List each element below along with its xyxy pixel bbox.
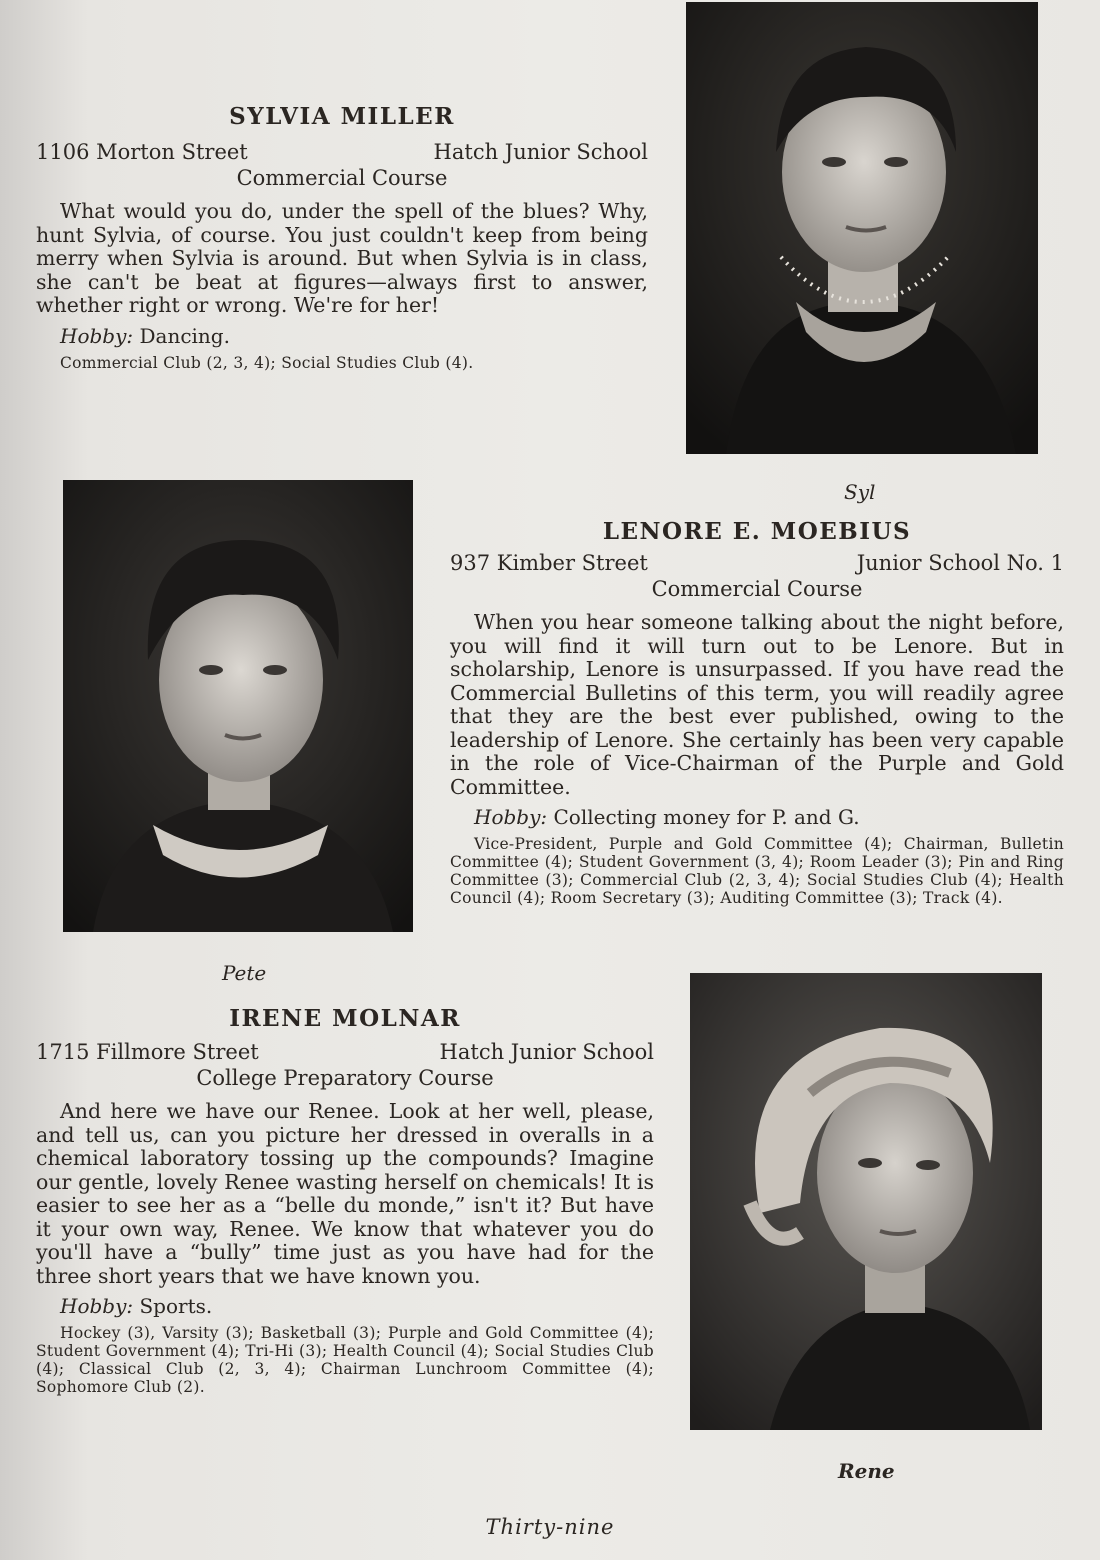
portrait-photo-sylvia — [686, 2, 1038, 454]
hobby-line — [36, 324, 648, 348]
nickname-pete: Pete — [222, 961, 267, 985]
activities: Vice-President, Purple and Gold Committee (4); Chairman, Bulletin Committee (4); Student Government (3, 4); Room Leader (3); Pin and Ring Committee (3); Commercial Club (2, 3, 4); Social Studies Club (4); Health Council (4); Room Secretary (3); Auditing Committee (3); Track (4). — [450, 835, 1064, 907]
entry-irene-molnar — [36, 1005, 654, 1396]
junior-school: Hatch Junior School — [433, 140, 648, 164]
hobby-value: Sports. — [139, 1294, 213, 1318]
hobby-value: Collecting money for P. and G. — [553, 805, 860, 829]
address-row — [450, 551, 1064, 575]
portrait-photo-lenore — [63, 480, 413, 932]
hobby-value: Dancing. — [139, 323, 230, 348]
bio-paragraph: When you hear someone talking about the night before, you will find it will turn out to be Lenore. But in scholarship, Lenore is unsurpassed. If you have read the Commercial Bulletins of this term, you will readily agree that they are the best ever published, owing to the leadership of Lenore. She certainly has been very capable in the role of Vice-Chairman of the Purple and Gold Committee. — [450, 610, 1064, 799]
hobby-label: Hobby: — [60, 1294, 134, 1318]
hobby-label: Hobby: — [60, 323, 134, 348]
portrait-photo-irene — [690, 973, 1042, 1430]
junior-school: Hatch Junior School — [439, 1040, 654, 1064]
course: College Preparatory Course — [196, 1066, 494, 1090]
course: Commercial Course — [651, 577, 863, 601]
student-address: 937 Kimber Street — [450, 551, 648, 575]
entry-sylvia-miller — [36, 103, 648, 372]
student-name: SYLVIA MILLER — [229, 103, 455, 130]
activities: Commercial Club (2, 3, 4); Social Studies Club (4). — [60, 353, 474, 372]
student-name: IRENE MOLNAR — [229, 1005, 461, 1032]
address-row — [36, 1040, 654, 1064]
hobby-line — [450, 805, 1064, 829]
student-name: LENORE E. MOEBIUS — [602, 518, 912, 545]
activities: Hockey (3), Varsity (3); Basketball (3); Purple and Gold Committee (4); Student Government (4); Tri-Hi (3); Health Council (4); Social Studies Club (4); Classical Club (2, 3, 4); Chairman Lunchroom Committee (4); Sophomore Club (2). — [36, 1324, 654, 1396]
course: Commercial Course — [236, 166, 448, 190]
student-address: 1106 Morton Street — [36, 140, 248, 164]
nickname-syl: Syl — [844, 480, 876, 504]
bio-paragraph: What would you do, under the spell of the blues? Why, hunt Sylvia, of course. You just couldn't keep from being merry when Sylvia is around. But when Sylvia is in class, she can't be beat at figures—always first to answer, whether right or wrong. We're for her! — [36, 199, 648, 317]
junior-school: Junior School No. 1 — [856, 551, 1064, 575]
page-number: Thirty-nine — [485, 1515, 615, 1539]
hobby-label: Hobby: — [474, 805, 548, 829]
student-address: 1715 Fillmore Street — [36, 1040, 259, 1064]
bio-paragraph: And here we have our Renee. Look at her well, please, and tell us, can you picture her dressed in overalls in a chemical laboratory tossing up the compounds? Imagine our gentle, lovely Renee wasting herself on chemicals! It is easier to see her as a “belle du monde,” isn't it? But have it your own way, Renee. We know that whatever you do you'll have a “bully” time just as you have had for the three short years that we have known you. — [36, 1099, 654, 1288]
entry-lenore-moebius — [450, 518, 1064, 907]
nickname-rene: Rene — [838, 1459, 895, 1483]
hobby-line — [36, 1294, 654, 1318]
address-row — [36, 140, 648, 164]
